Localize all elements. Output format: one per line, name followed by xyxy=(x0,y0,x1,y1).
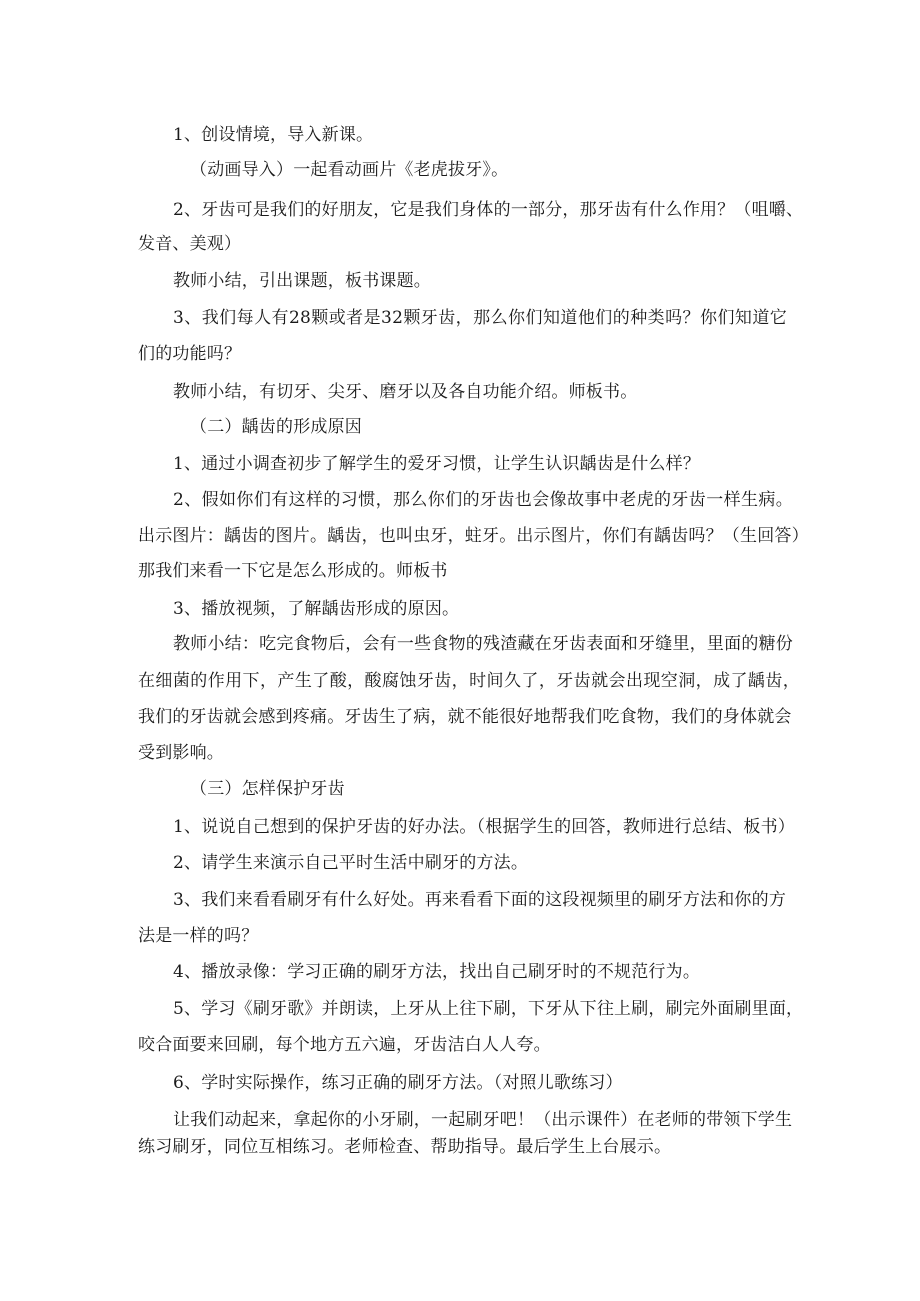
section-heading: （三）怎样保护牙齿 xyxy=(190,779,345,799)
text-line: 3、我们每人有28颗或者是32颗牙齿，那么你们知道他们的种类吗？你们知道它 xyxy=(173,308,787,328)
text-line: 我们的牙齿就会感到疼痛。牙齿生了病，就不能很好地帮我们吃食物，我们的身体就会 xyxy=(138,707,792,727)
text-line: 让我们动起来，拿起你的小牙刷，一起刷牙吧！（出示课件）在老师的带领下学生 xyxy=(173,1110,793,1130)
text-line: 教师小结，有切牙、尖牙、磨牙以及各自功能介绍。师板书。 xyxy=(173,382,638,402)
text-line: 3、播放视频，了解龋齿形成的原因。 xyxy=(173,599,460,619)
text-line: 6、学时实际操作，练习正确的刷牙方法。（对照儿歌练习） xyxy=(173,1073,623,1093)
text-line: 1、通过小调查初步了解学生的爱牙习惯，让学生认识龋齿是什么样？ xyxy=(173,454,701,474)
text-line: 发音、美观） xyxy=(138,234,242,254)
text-line: 5、学习《刷牙歌》并朗读，上牙从上往下刷，下牙从下往上刷，刷完外面刷里面， xyxy=(173,999,804,1019)
text-line: 教师小结：吃完食物后，会有一些食物的残渣藏在牙齿表面和牙缝里，里面的糖份 xyxy=(173,634,793,654)
text-line: 练习刷牙，同位互相练习。老师检查、帮助指导。最后学生上台展示。 xyxy=(138,1137,672,1157)
text-line: 们的功能吗？ xyxy=(138,344,242,364)
text-line: （动画导入）一起看动画片《老虎拔牙》。 xyxy=(190,160,509,180)
text-line: 1、创设情境，导入新课。 xyxy=(173,125,374,145)
text-line: 咬合面要来回刷，每个地方五六遍，牙齿洁白人人夸。 xyxy=(138,1035,551,1055)
text-line: 2、请学生来演示自己平时生活中刷牙的方法。 xyxy=(173,853,529,873)
text-line: 受到影响。 xyxy=(138,743,224,763)
text-line: 那我们来看一下它是怎么形成的。师板书 xyxy=(138,561,448,581)
text-line: 2、牙齿可是我们的好朋友，它是我们身体的一部分，那牙齿有什么作用？（咀嚼、 xyxy=(173,200,804,220)
text-line: 出示图片：龋齿的图片。龋齿，也叫虫牙，蛀牙。出示图片，你们有龋齿吗？（生回答） xyxy=(138,526,809,546)
text-line: 教师小结，引出课题，板书课题。 xyxy=(173,271,431,291)
text-line: 1、说说自己想到的保护牙齿的好办法。（根据学生的回答，教师进行总结、板书） xyxy=(173,817,795,837)
text-line: 4、播放录像：学习正确的刷牙方法，找出自己刷牙时的不规范行为。 xyxy=(173,962,701,982)
text-line: 3、我们来看看刷牙有什么好处。再来看看下面的这段视频里的刷牙方法和你的方 xyxy=(173,890,787,910)
section-heading: （二）龋齿的形成原因 xyxy=(190,417,362,437)
text-line: 法是一样的吗？ xyxy=(138,926,259,946)
text-line: 在细菌的作用下，产生了酸，酸腐蚀牙齿，时间久了，牙齿就会出现空洞，成了龋齿， xyxy=(138,671,800,691)
text-line: 2、假如你们有这样的习惯，那么你们的牙齿也会像故事中老虎的牙齿一样生病。 xyxy=(173,490,793,510)
